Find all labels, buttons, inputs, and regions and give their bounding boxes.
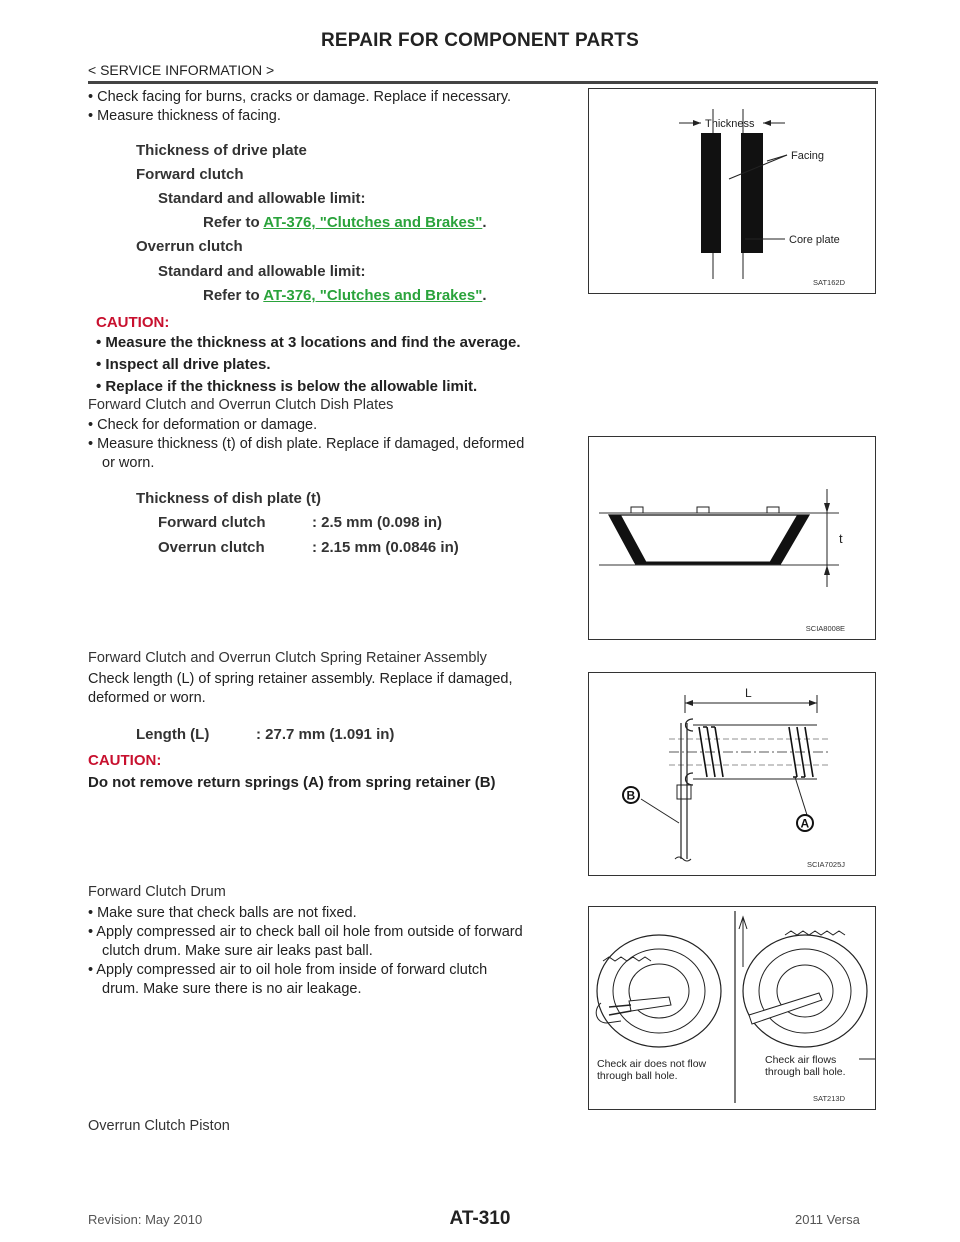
- standard-limit-label-2: Standard and allowable limit:: [158, 263, 366, 280]
- left-caption-1: Check air does not flow: [597, 1058, 707, 1070]
- forward-clutch-label: Forward clutch: [136, 166, 244, 183]
- clutches-brakes-link-1[interactable]: AT-376, "Clutches and Brakes": [263, 214, 483, 231]
- bullet-item: • Check for deformation or damage.: [88, 417, 318, 433]
- figure-id: SCIA8008E: [805, 624, 845, 633]
- dish-plates-heading: Forward Clutch and Overrun Clutch Dish Plates: [88, 397, 394, 413]
- breadcrumb: < SERVICE INFORMATION >: [88, 62, 275, 78]
- clutch-drum-heading: Forward Clutch Drum: [88, 884, 226, 900]
- label-a: A: [800, 816, 810, 831]
- dish-plate-illustration: [589, 437, 875, 639]
- spring-retainer-figure: [588, 672, 876, 876]
- bullet-continuation: clutch drum. Make sure air leaks past ball.: [102, 943, 373, 959]
- caution-label-1: CAUTION:: [96, 314, 170, 331]
- length-value: : 27.7 mm (1.091 in): [256, 726, 395, 743]
- caution-label-2: CAUTION:: [88, 752, 162, 769]
- bullet-continuation: or worn.: [102, 455, 155, 471]
- dish-t-label: t: [839, 531, 843, 546]
- length-l-label: L: [745, 686, 752, 700]
- bullet-item: • Make sure that check balls are not fixed.: [88, 905, 357, 921]
- spring-retainer-text: [88, 670, 578, 708]
- core-plate-label: Core plate: [789, 234, 840, 246]
- left-caption-2: through ball hole.: [597, 1070, 678, 1082]
- bullet-item: • Apply compressed air to oil hole from inside of forward clutch: [88, 962, 488, 978]
- bullet-item: • Measure thickness (t) of dish plate. Replace if damaged, deformed: [88, 436, 525, 452]
- caution-list-1: [96, 332, 521, 398]
- bullet-item: • Measure thickness of facing.: [88, 108, 281, 124]
- refer-prefix: Refer to: [203, 287, 264, 304]
- standard-limit-label-1: Standard and allowable limit:: [158, 190, 366, 207]
- right-caption-2: through ball hole.: [765, 1066, 846, 1078]
- clutch-drum-bullets: [88, 904, 578, 999]
- drive-plate-bullets: [88, 88, 568, 126]
- dish-plates-bullets: [88, 416, 578, 473]
- caution-item: • Inspect all drive plates.: [96, 356, 271, 373]
- bullet-continuation: drum. Make sure there is no air leakage.: [102, 981, 362, 997]
- overrun-clutch-label: Overrun clutch: [136, 238, 243, 255]
- dish-plate-figure: [588, 436, 876, 640]
- right-caption-1: Check air flows: [765, 1054, 837, 1066]
- clutch-drum-illustration: [589, 907, 875, 1109]
- bullet-item: • Check facing for burns, cracks or damage. Replace if necessary.: [88, 89, 512, 105]
- bullet-item: • Apply compressed air to check ball oil hole from outside of forward: [88, 924, 523, 940]
- drive-plate-figure: [588, 88, 876, 294]
- caution-text-2: Do not remove return springs (A) from spring retainer (B): [88, 774, 496, 791]
- caution-item: • Measure the thickness at 3 locations and find the average.: [96, 334, 521, 351]
- caution-item: • Replace if the thickness is below the allowable limit.: [96, 378, 478, 395]
- refer-line-2: [203, 287, 487, 304]
- clutch-drum-figure: [588, 906, 876, 1110]
- refer-prefix: Refer to: [203, 214, 264, 231]
- refer-line-1: [203, 214, 487, 231]
- dish-forward-label: Forward clutch: [158, 514, 266, 531]
- figure-id: SAT213D: [813, 1094, 845, 1103]
- drive-plate-spec-title: Thickness of drive plate: [136, 142, 307, 159]
- dish-overrun-value: : 2.15 mm (0.0846 in): [312, 539, 459, 556]
- dish-overrun-label: Overrun clutch: [158, 539, 265, 556]
- drive-plate-illustration: [589, 89, 875, 293]
- dish-plate-spec-title: Thickness of dish plate (t): [136, 490, 322, 507]
- footer-model: 2011 Versa: [795, 1212, 860, 1227]
- length-label: Length (L): [136, 726, 210, 743]
- spring-retainer-heading: Forward Clutch and Overrun Clutch Spring Retainer Assembly: [88, 650, 487, 666]
- figure-id: SAT162D: [813, 278, 845, 287]
- refer-period: .: [482, 214, 487, 231]
- thickness-label: Thickness: [705, 118, 755, 130]
- footer-page-number: AT-310: [449, 1208, 511, 1229]
- facing-label: Facing: [791, 150, 825, 162]
- body-line: deformed or worn.: [88, 690, 206, 706]
- body-line: Check length (L) of spring retainer assembly. Replace if damaged,: [88, 671, 513, 687]
- header-rule: [88, 81, 878, 84]
- piston-heading: Overrun Clutch Piston: [88, 1118, 230, 1134]
- figure-id: SCIA7025J: [807, 860, 845, 869]
- dish-forward-value: : 2.5 mm (0.098 in): [312, 514, 443, 531]
- refer-period: .: [482, 287, 487, 304]
- page-title: REPAIR FOR COMPONENT PARTS: [320, 30, 639, 51]
- clutches-brakes-link-2[interactable]: AT-376, "Clutches and Brakes": [263, 287, 483, 304]
- label-b: B: [626, 788, 636, 803]
- footer-revision: Revision: May 2010: [88, 1212, 203, 1227]
- spring-retainer-illustration: [589, 673, 875, 875]
